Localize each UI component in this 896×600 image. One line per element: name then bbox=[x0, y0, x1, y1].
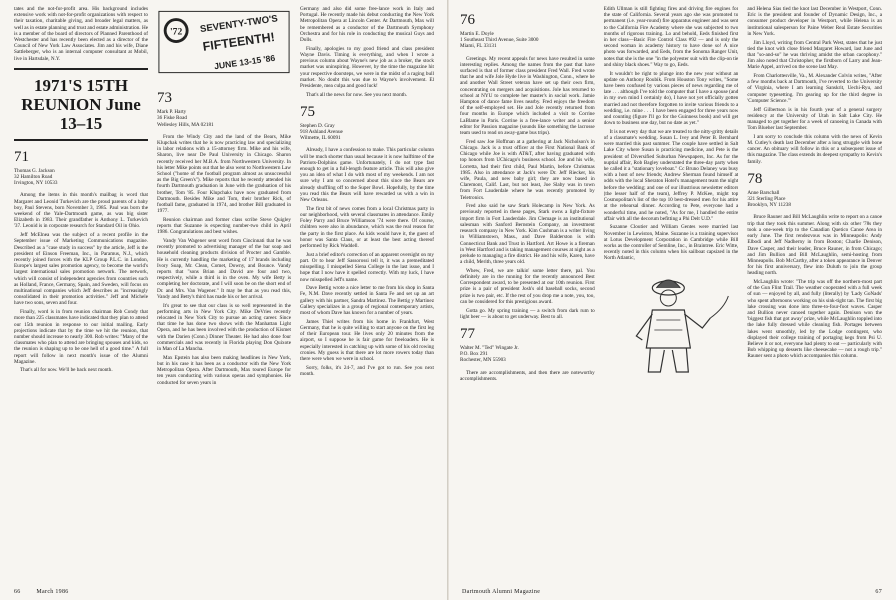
reunion-box: 1971'S 15TH REUNION June 13–15 bbox=[14, 68, 148, 141]
svg-text:JUNE 13-15 '86: JUNE 13-15 '86 bbox=[213, 52, 276, 72]
class-number: 78 bbox=[747, 170, 763, 187]
page-number: 66 bbox=[14, 589, 21, 595]
class-secretary-address: Anne Barschall 321 Sterling Place Brooklyn, NY 11238 bbox=[747, 189, 791, 209]
col-paragraph: Germany and also did some free-lance work in Italy and Portugal. He recently made his debut conducting the New York Metropolitan Opera at Lincoln Center. At Dartmouth, Max will be remembered as a conductor of the Dartmouth Symphony Orchestra and for his role in conducting the musical Guys and Dolls. bbox=[300, 6, 434, 44]
col-paragraph: and Helena Sias tied the knot last December in Westport, Conn. Eric is the president and founder of Dynamic Design, Inc., a consumer product developer in Westport, while Helena is an institutional salesperson for Paine Weber Real Estate Securities in New York. bbox=[747, 6, 883, 37]
right-col-3 bbox=[747, 6, 882, 578]
class-secretary-address: Mark P. Harty 36 Fiske Road Wellesley Hills, MA 02181 bbox=[157, 109, 214, 128]
firefighter-illustration bbox=[604, 268, 739, 378]
col-paragraph: The first bit of news comes from a local Christmas party in our neighborhood, with several classmates in attendance. Emily Foley Parry and Bruce Williamson '74 were there. Of course, children were also in abundance, which was the real reason for the party in the first place. As kids would have it, the guest of honor was Santa Claus, or at least the best acting thereof performed by Rick Waddell. bbox=[300, 205, 434, 249]
reunion-badge-logo bbox=[157, 8, 291, 76]
col-paragraph: Gotta go. My spring training — a switch from dark rum to light beer — is about to get underway. Best to all. bbox=[460, 307, 595, 320]
issue-date: March 1986 bbox=[36, 589, 69, 595]
left-page-footer bbox=[14, 589, 434, 595]
col-paragraph: Finally, apologies to my good friend and class president Wayne Davis. Timing is everything, and when I wrote a previous column about Wayne's new job as a broker, the stock market was uninspiring. However, by the time the magazine hit your respective doorsteps, we were in the midst of a raging bull market. No doubt this was due to Wayne's involvement. El Presidente, mea culpa and good luck! bbox=[300, 45, 434, 89]
left-col-3 bbox=[300, 6, 434, 578]
class-number: 76 bbox=[460, 12, 475, 28]
left-col-1 bbox=[14, 6, 148, 578]
col-paragraph: Among the items in this month's mailbag is word that Margaret and Leonid Turkevich are the proud parents of a baby boy, Paul Stevens, born November 3, 1985. Paul was born the weekend of the Yale-Dartmouth game, as was big sister Elizabeth in 1983. Their grandfather is Anthony L. Turkevich '37. Leonid is in corporate research for Standard Oil in Ohio. bbox=[14, 192, 148, 230]
col-paragraph: Vandy Van Wagener sent word from Cincinnati that he was recently promoted to advertising manager of the bar soap and household cleaning products division of Procter and Gamble. He is currently handling the marketing of 17 brands including Ivory Soap, Mr. Clean, Comet, Downy, and Bounce. Vandy reports that "sons Brian and David are four and two, respectively, while a third is in the oven. My wife Betty is completing her doctorate, and I will soon be on the short end of Dr. and Mrs. Van Wagener." It may be that as you read this, Vandy and Betty's third has made his or her arrival. bbox=[157, 238, 291, 300]
col-paragraph: Fred also said he saw Stark Holecamp in New York. As previously reported in these pages, Stark owns a light-fixture import firm in Fort Lauderdale. Jim Clemage is an institutional salesman with Sanford Bernstein Company, an investment research company in New York. Kim Cushman is a writer living in Williamstown, Mass., and Dave Balderston is with Connecticut Bank and Trust in Hartford. Art Howe is a fireman in West Hartford and is taking management courses at night as a prelude to managing a fire district. He and his wife, Karen, have a child, Merith, three years old. bbox=[460, 203, 595, 266]
col-paragraph: McLaughlin wrote: "The trip was off the northern-most part of the Gun Flint Trail. The weather cooperated with a full week of sun — enjoyed by all, and fully (literally) by 'Lady GoNads' who spent afternoons working on his sink-tight tan. The first big lake crossing was done into three-to-four-foot waves. Casper and Bullion never canoed together again. Denison won the 'biggest fish that got away' prize, while McLaughlin toppled into the lake fully dressed while cleaning fish. Portages between lakes went smoothly, led by the Lodge contingent, who displayed their college training of portaging kegs from Psi U. Believe it or not, everyone had plenty to eat — particularly with Bob whipping up desserts like cheesecake — not a rough trip." Rauner sent a photo which accompanies this column. bbox=[747, 279, 883, 360]
col-paragraph: Reunion chairman and former class scribe Steve Quigley reports that Suzanne is expecting number-two child in April 1986. Congratulations and best wishes. bbox=[157, 216, 291, 236]
col-paragraph: Jeff Gilbertson is in his fourth year of a general surgery residency at the University of Utah in Salt Lake City. He managed to get together for a week of canoeing in Canada with Tom Blueher last September. bbox=[747, 106, 883, 132]
col-paragraph: Suzanne Cloutier and William Gentes were married last November in Lewiston, Maine. Suzanne is a training supervisor at Lotus Development Corporation in Cambridge while Bill works as the controller of Semline, Inc., in Braintree. Eric Witte, recently noted in this column when his sailboat capsized in the North Atlantic, bbox=[603, 224, 739, 262]
class-secretary-address: Walter M. "Ted" Wingate Jr. P.O. Box 291 Rochester, MN 55903 bbox=[460, 344, 519, 364]
right-col-2 bbox=[604, 6, 739, 578]
col-paragraph: Edith Ullman is still fighting fires and driving fire engines for the state of California. Several years ago she was promoted to permanent (i.e. year-round) fire apparatus engineer and was sent to the California Fire Academy where she was subjected to two months of rigorous training. Lo and behold, Eeds finished first in her class—Basic Fire Control Class #92 — and is only the second woman in academy history to have done so! A nice photo was forwarded, and Eeds, from the Sonoma Ranger Unit, notes that she is the one "in the polyester suit with the clip-on tie and shiny black shoes." Way to go, Eeds. bbox=[603, 6, 739, 68]
class-secretary-address: Martin E. Doyle 1 Southeast Third Avenue, Suite 3000 Miami, FL 33131 bbox=[460, 31, 539, 50]
class-number: 75 bbox=[300, 103, 315, 120]
col-paragraph: I am sorry to conclude this column with the news of Kevin M. Cutley's death last December after a long struggle with bone cancer. An obituary will follow in this or a subsequent issue of this magazine. The class extends its deepest sympathy to Kevin's family. bbox=[747, 133, 883, 165]
class-number: 77 bbox=[460, 325, 475, 342]
col-paragraph: Dave Bettig wrote a nice letter to me from his shop in Santa Fe, N.M. Dave recently settled in Santa Fe and set up an art gallery with his partner, Sandra Martinez. The Bettig y Martinez Gallery specializes in a group of regional contemporary artists, most of whom Dave has known for a number of years. bbox=[300, 285, 434, 317]
class-number: 73 bbox=[157, 90, 172, 107]
col-paragraph: Sorry, folks, it's 24-7, and I've got to run. See you next month. bbox=[300, 364, 434, 377]
col-paragraph: Jeff McElnea was the subject of a recent profile in the September issue of Marketing Communications magazine. Described as a "case study in success" by the article, Jeff is the president of Einson Freeman, Inc., in Paramus, N.J., which recently joined forces with the KLP Group P.L.C. in London, Europe's largest sales promotion agency, to become the world's largest international sales promotion network. The network, which will consist of independent agencies from countries such as Holland, France, Germany, Spain, and Sweden, will focus on multinational companies which Jeff describes as "increasingly consolidated in their promotion activities." Jeff and Michele have two sons, seven and four. bbox=[14, 232, 148, 307]
col-paragraph: It wouldn't be right to plunge into the new year without an update on Anthony Roubik. From Houston Tony writes, "Some have been confused by various pieces of news regarding me of late . . . although I've told the computer that I have a spouse (and in my own mind I certainly do), I have not yet officially gotten married and not therefore forgotten to invite various friends to a wedding, i.e. mine . . . I have been engaged for three years now and counting (figure I'll go for the Guinness book) and will get down to business one day, but no date as yet." bbox=[603, 70, 739, 127]
col-paragraph: Bruce Rauner and Bill McLaughlin write to report on a canoe trip that they took this summer. Along with six other '78s they took a one-week trip to the Canadian Quetico Canoe Area in early June. The first rendezvous was in Minneapolis: Andy Elbodi and Jeff Nadherny in from Boston; Charlie Denison, Dave Casper, and their leader, Bruce Rauner, in from Chicago; and Jim Bullion and Bill McLaughlin, semi-hosting from Minneapolis. Bob McCarthy, after a token appearance in Denver for his first anniversary, flew into Duluth to join the group heading north. bbox=[747, 214, 883, 277]
right-page-footer bbox=[462, 589, 882, 595]
col-paragraph: That's all the news for now. See you next month. bbox=[306, 91, 408, 98]
col-paragraph: That's all for now. We'll be back next month. bbox=[20, 367, 113, 374]
page-number: 67 bbox=[875, 589, 882, 595]
col-paragraph: Already, I have a confession to make. This particular column will be much shorter than usual because it is now halftime of the Patriots-Dolphins game. Unfortunately, I do not type fast enough to get in a full-length feature article. This will also give you an idea of what I do with most of my weekends. I am not sure why I am so concerned about this since the Bears are already shuffling off to the Super Bowl. Hopefully, by the time you read this the Bears will have rewarded us with a win in New Orleans. bbox=[300, 147, 434, 204]
col-paragraph: Max Epstein has also been making headlines in New York, but in his case it has been as a conductor with the New York Metropolitan Opera. After Dartmouth, Max toured Europe for ten years conducting with various operas and symphonies. He conducted for seven years in bbox=[157, 354, 291, 386]
svg-text:'72: '72 bbox=[170, 26, 183, 38]
col-paragraph: Finally, word is in from reunion chairman Rob Condy that more than 225 classmates have indicated that they plan to attend our 15th reunion in response to our initial mailing. Early projections indicate that by the time we hit the reunion, that number should increase to nearly 300. Rob writes: "Many of the classmates who plan to attend are bringing spouses and kids, so the reunion is shaping up to be one hell of a good time." A full report will follow in next month's issue of the Alumni Magazine. bbox=[14, 309, 148, 365]
col-paragraph: Jim Lloyd, writing from Central Park West, states that he just tied the knot with close friend Margaret Howard, last June and that "so-and-so" he was thriving amidst the urban cacophony." Jim also noted that Christopher, the firstborn of Larry and Jean-Marie Appel, arrived on the scene last May. bbox=[747, 39, 883, 71]
col-paragraph: From Charlottesville, Va., M. Alexander Colvin writes, "After a few months back at Dartmouth, I've reverted to the University of Virginia, where I am learning Sanskrit, Uechi-Ryu, and computer typesetting. I'm gearing up for the third degree in 'Computer Science.'" bbox=[747, 73, 883, 104]
col-paragraph: tates and the not-for-profit area. His background includes extensive work with not-for-profit organizations with respect to their taxation, charitable giving, and broader legal matters, as well as in estate planning and trust and estate administration. He is a member of the board of directors of Planned Parenthood of Westchester and has recently been elected as a director of the Council of New York Law Associates. Jim and his wife, Diane Sattleberger, who is an internal computer consultant at Mobil, live in Hartsdale, N.Y. bbox=[14, 6, 148, 62]
right-col-1 bbox=[460, 6, 595, 578]
col-paragraph: James Thiel writes from his home in Frankfurt, West Germany, that he is quite willing to start anyone on the first leg of their European tour. He lives only 20 minutes from the airport, so I suppose he is fair game for freeloaders. He is especially interested in catching up with some of his old rowing cronies. My guess is that there are lot more rowers today than there were when we were in school. bbox=[300, 318, 434, 362]
col-paragraph: Whew, Fred, we are talkin' some letter there, pal. You definitely are in the running for the recently announced Best Correspondent award, to be presented at our 10th reunion. First prize is a pair of president Josh's old baseball socks, second prize is two pair, etc. If the rest of you drop me a note, you, too, can be considered for this prestigious award. bbox=[460, 267, 595, 305]
svg-text:SEVENTY-TWO'S: SEVENTY-TWO'S bbox=[199, 13, 279, 36]
class-number: 71 bbox=[14, 148, 29, 165]
col-paragraph: Greetings. My recent appeals for news have resulted in some interesting replies. Among the names from the past that have surfaced is that of former class president Fred Wall. Fred wrote that he and wife Jole Hyde live in Washington, Conn., where he and another Wall Street veteran have set up their own firm, concentrating on mergers and acquisitions. Jole has returned to school at NYU to complete her master's in social work. Jamie Hampton of dance fame lives nearby. Fred enjoys the freedom of the self-employed set. He and Jole recently returned from four months in Europe which included a visit to Corrine LaBlame in Paris. Corrine is a free-lance writer and a senior editor for Passion magazine (sounds like something the lacrosse team used to read on away-game bus trips). bbox=[460, 55, 595, 137]
page-gutter bbox=[447, 0, 449, 600]
class-secretary-address: Stephen D. Gray 918 Ashland Avenue Wilmette, IL 60091 bbox=[300, 122, 343, 142]
col-paragraph: It's great to see that our class is so well represented in the performing arts in New York City. Mike DeVries recently relocated in New York City to pursue an acting career. Since that time he has done two shows with the Manhattan Light Opera, and he has been involved with the production of Kismet with the Darien (Conn.) Dinner Theater. He had also done four commercials and was recently in Florida playing Don Quixote in Man of La Mancha. bbox=[157, 302, 291, 353]
col-paragraph: There are accomplishments, and then there are noteworthy accomplishments. bbox=[460, 369, 595, 382]
col-paragraph: Fred saw Joe Hoffman at a gathering at Jack Nicholson's in Chicago. Jack is a trust officer at the First National Bank of Chicago while Joe is with AT&T, after having graduated with top honors from UChicago's business school. Joe and his wife, Lorretta, had their first child, Paul Martin, before Christmas 1985. Also in attendance at Jack's were Dr. Jeff Riecker, his wife, Paula, and new baby girl; they are now based in Claremont, Calif. Last, but not least, Joe Slaby was in town from Fort Lauderdale where he was recently promoted by Teletronics. bbox=[460, 138, 595, 201]
col-paragraph: Just a brief editor's correction of an apparent oversight on my part. Or to hear Jeff Sassorossi tell it, it was a premeditated misspelling. I misspelled Siena College in the last issue, and I hope that I now have it spelled correctly. With my luck, I have now misspelled Jeff's name. bbox=[300, 251, 434, 283]
right-page bbox=[448, 0, 896, 600]
left-col-2 bbox=[157, 6, 291, 578]
svg-text:FIFTEENTH!: FIFTEENTH! bbox=[201, 29, 276, 54]
col-paragraph: From the Windy City and the land of the Bears, Mike Klupchak writes that he is now practicing law and specializing in labor relations with a 15-attorney firm. Mike and his wife, Sharon, live near De Paul University in Chicago. Sharon recently received her M.B.A. from Northwestern University. In his letter Mike points out that he also went to Northwestern Law School ("home of the football program almost as unsuccessful as the Big Green's"). Mike reports that he recently attended his fourth Dartmouth graduation in June with the graduation of his brother, Tom '85. Four Klupchaks have now graduated from Dartmouth. Besides Mike and Tom, their brother Rick, of football fame, graduated in 1974, and brother Bill graduated in 1977. bbox=[157, 133, 291, 215]
publication-name: Dartmouth Alumni Magazine bbox=[462, 589, 541, 595]
col-paragraph: It is not every day that we are treated to the nitty-gritty details of a classmate's wedding. Susan L. Ivey and Peter B. Bernhard were married this past summer. The couple have settled in Salt Lake City where Susan is practicing medicine, and Pete is the president of Diversified Suburban Newspapers, Inc. As for the nuptial affair, Rob Bagley understated the three-day party when he called it a "stationary loveboat." Cc Bruno Delaney was busy with a host of new friends; Andrew Sherman found himself at odds with the local Sheraton Hotel's management team the night before the wedding; and one of our illustrious newsletter editors (the lesser half of the team), Jeffrey P. McKee, might top Cosmopolitan's list of the top 10 best-dressed men for his attire at the rehearsal dinner. According to Pete, everyone had a wonderful time, and he noted, "As for me, I handled the entire affair with all the decorum befitting a Phi Delt U.D." bbox=[603, 128, 739, 222]
class-secretary-address: Thomas G. Jackson 32 Hamilton Road Irvington, NY 10533 bbox=[14, 167, 58, 187]
